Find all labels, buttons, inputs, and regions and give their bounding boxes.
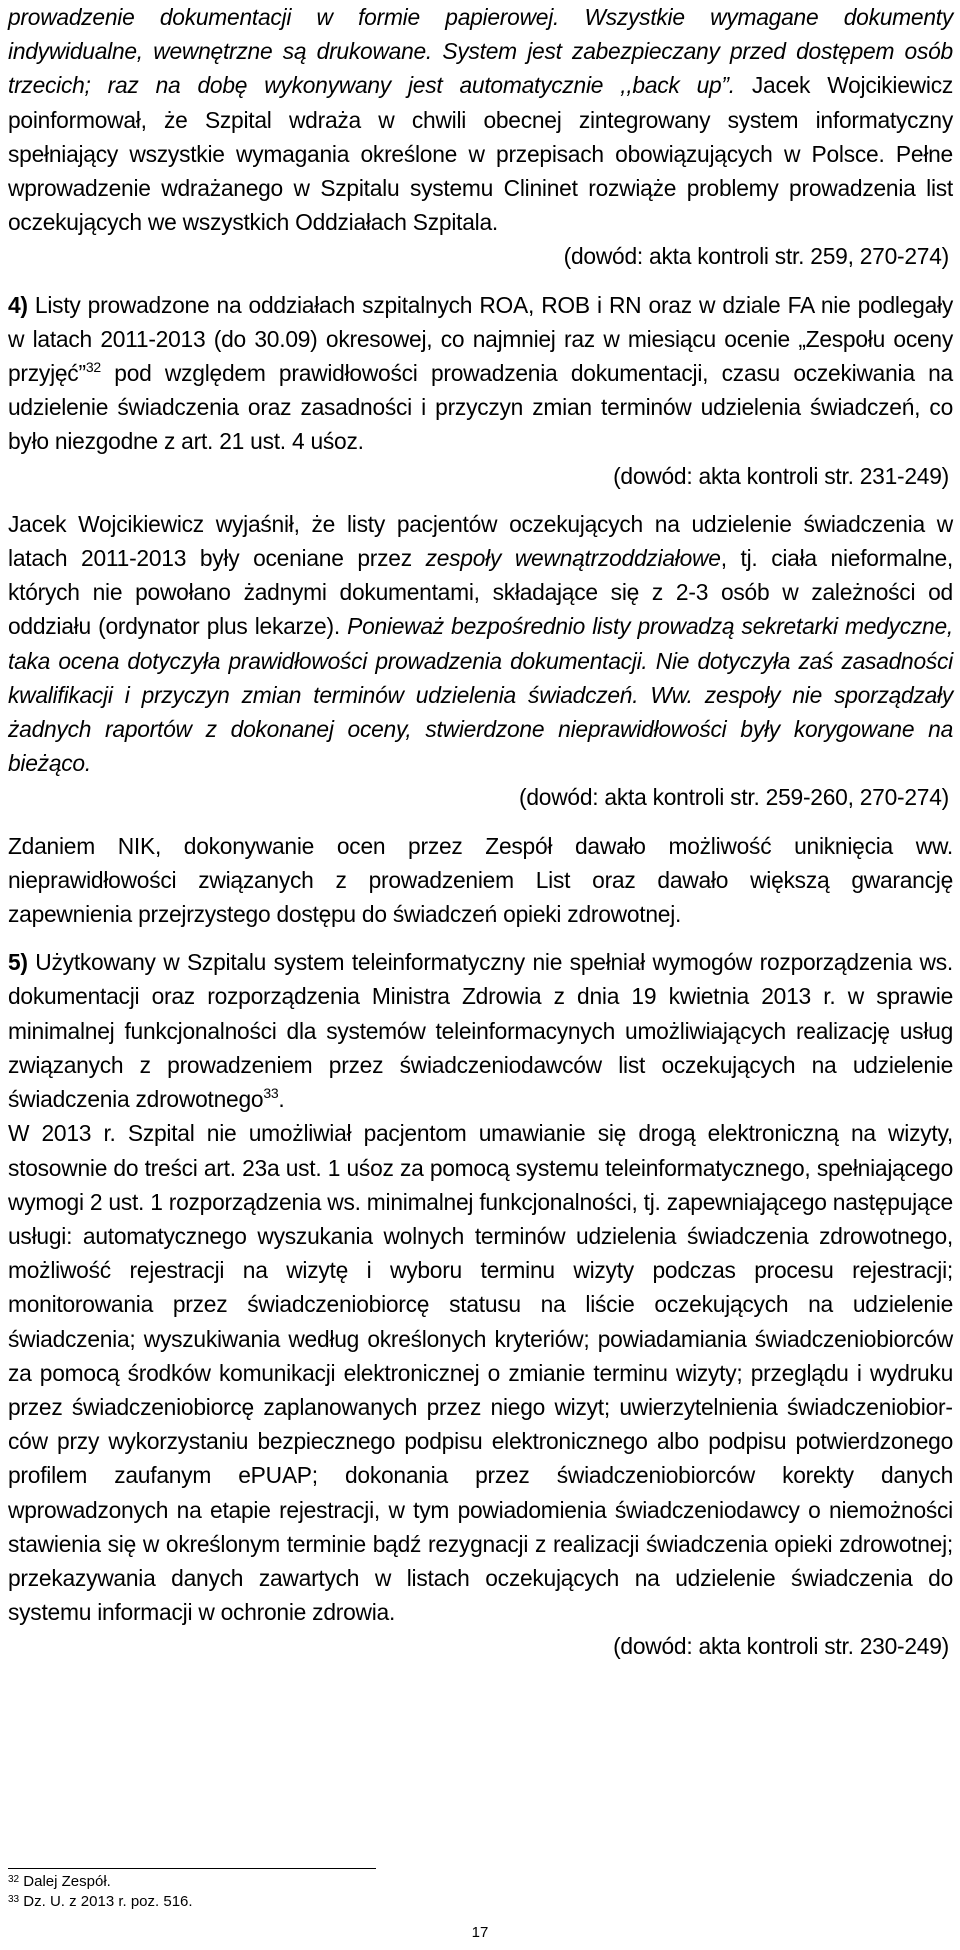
footnotes <box>8 1872 193 1912</box>
paragraph-2 <box>8 288 953 459</box>
paragraph-5 <box>8 945 953 1116</box>
footnote-32 <box>8 1872 193 1892</box>
paragraph-2-text-a: Listy prowadzone na oddziałach szpitalnych ROA, ROB i RN oraz w dziale FA nie podlegały w latach 2011-2013 (do 30.09) okresowej, co najmniej raz w miesiącu ocenie „Zespołu oceny przyjęć” <box>8 291 953 387</box>
evidence-reference-3: (dowód: akta kontroli str. 259-260, 270-274) <box>519 784 949 811</box>
body-text <box>8 0 953 1664</box>
paragraph-3 <box>8 507 953 781</box>
paragraph-2-text-b: pod względem prawidłowości prowadzenia dokumentacji, czasu oczekiwania na udzielenie świadczenia oraz zasadności i przyczyn zmian terminów udzielenia świadczeń, co było niezgodne z art. 21 ust. 4 uśoz. <box>8 360 953 455</box>
footnote-number: 33 <box>8 1894 20 1905</box>
footnote-number: 32 <box>8 1874 20 1885</box>
evidence-reference-2: (dowód: akta kontroli str. 231-249) <box>613 462 949 489</box>
paragraph-5-text-b: . <box>278 1086 285 1113</box>
page-number: 17 <box>471 1924 489 1941</box>
item-number-5: 5) <box>8 949 28 976</box>
paragraph-4: Zdaniem NIK, dokonywanie ocen przez Zespół dawało możliwość uniknięcia ww. nieprawidłowości związanych z prowadzeniem List oraz dawało większą gwarancję zapewnienia przejrzystego dostępu do świadczeń opieki zdrowotnej. <box>8 832 953 928</box>
footnote-marker-32[interactable]: 32 <box>85 359 101 376</box>
footnote-divider <box>8 1868 376 1869</box>
italic-term: zespoły wewnątrzoddziałowe <box>425 545 721 572</box>
item-number-4: 4) <box>8 291 28 318</box>
footnote-text: Dz. U. z 2013 r. poz. 516. <box>23 1893 193 1910</box>
paragraph-1-text: Jacek Wojcikiewicz poinformował, że Szpital wdraża w chwili obecnej zintegrowany system informatyczny spełniający wszystkie wymagania określone w przepisach obowiązujących w Polsce. Pełne wprowadzenie wdrażanego w Szpitalu systemu Clininet rozwiąże problemy prowadzenia list oczekujących we wszystkich Oddziałach Szpitala. <box>8 72 954 236</box>
paragraph-1 <box>8 0 953 239</box>
footnote-33 <box>8 1892 193 1912</box>
evidence-reference-1: (dowód: akta kontroli str. 259, 270-274) <box>563 243 949 270</box>
evidence-reference-4: (dowód: akta kontroli str. 230-249) <box>613 1633 949 1660</box>
paragraph-5-text-a: Użytkowany w Szpitalu system teleinformatyczny nie spełniał wymogów rozporządzenia ws. dokumentacji oraz rozporządzenia Ministra Zdrowia z dnia 19 kwietnia 2013 r. w sprawie minimalnej funkcjonalności dla systemów teleinformacynych umożliwiających realizację usług związanych z prowadzeniem przez świadczeniodawców list oczekujących na udzielenie świadczenia zdrowotnego <box>8 949 953 1113</box>
paragraph-6: W 2013 r. Szpital nie umożliwiał pacjentom umawianie się drogą elektroniczną na wizyty, stosownie do treści art. 23a ust. 1 uśoz za pomocą systemu teleinformatycznego, spełniającego wymogi 2 ust. 1 rozporządzenia ws. minimalnej funkcjonalności, tj. zapewniającego następujące usługi: automatycznego wyszukania wolnych terminów udzielenia świadczenia zdrowotnego, możliwość rejestracji na wizytę i wyboru terminu wizyty podczas procesu rejestracji; monitorowania przez świadczeniobiorcę statusu na liście oczekujących na udzielenie świadczenia; wyszukiwania według określonych kryteriów; powiadamiania świadczeniobiorców za pomocą środków komunikacji elektronicznej o zmianie terminu wizyty; przeglądu i wydruku przez świadczeniobiorcę zaplanowanych przez niego wizyt; uwierzytelnienia świadczeniobiorców przy wykorzystaniu bezpiecznego podpisu elektronicznego albo podpisu potwierdzonego profilem zaufanym ePUAP; dokonania przez świadczeniobiorców korekty danych wprowadzonych na etapie rejestracji, w tym powiadomienia świadczeniodawcy o niemożności stawienia się w określonym terminie bądź rezygnacji z realizacji świadczenia opieki zdrowotnej; przekazywania danych zawartych w listach oczekujących na udzielenie świadczenia do systemu informacji w ochronie zdrowia. <box>8 1120 953 1626</box>
italic-quote-1: prowadzenie dokumentacji w formie papierowej. Wszystkie wymagane dokumenty indywidualne, wewnętrzne są drukowane. System jest zabezpieczany przed dostępem osób trzecich; raz na dobę wykonywany jest automatycznie ,,back up”. <box>8 4 953 99</box>
paragraph-3-text-a: Jacek Wojcikiewicz wyjaśnił, że listy pacjentów oczekujących na udzielenie świadczenia w latach 2011-2013 były oceniane przez <box>8 510 953 572</box>
footnote-marker-33[interactable]: 33 <box>263 1085 279 1102</box>
footnote-text: Dalej Zespół. <box>23 1873 111 1890</box>
paragraph-3-text-b: , tj. ciała nieformalne, których nie powołano żadnymi dokumentami, składające się z 2-3 osób w zależności od oddziału (ordynator plus lekarze). <box>8 545 954 640</box>
italic-explanation: Ponieważ bezpośrednio listy prowadzą sekretarki medyczne, taka ocena dotyczyła prawidłowości prowadzenia dokumentacji. Nie dotyczyła zaś zasadności kwalifikacji i przyczyn zmian terminów udzielenia świadczeń. Ww. zespoły nie sporządzały żadnych raportów z dokonanej oceny, stwierdzone nieprawidłowości były korygowane na bieżąco. <box>8 613 953 777</box>
